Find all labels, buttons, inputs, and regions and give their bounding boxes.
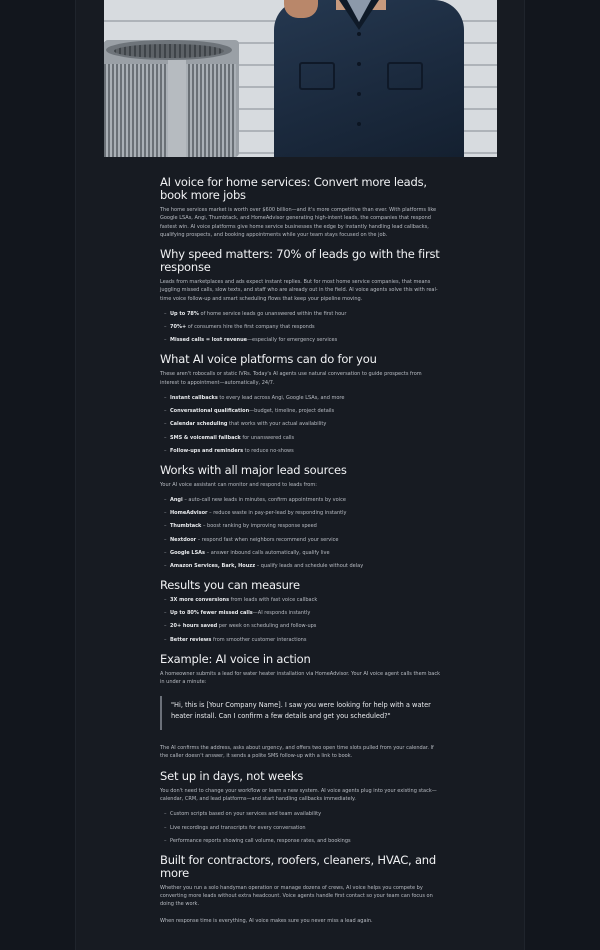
hero-image <box>104 0 497 157</box>
shirt-button <box>357 122 361 126</box>
list-item: – Better reviews from smoother customer interactions <box>164 636 442 644</box>
section-heading-contractors: Built for contractors, roofers, cleaners, HVAC, and more <box>160 852 436 880</box>
section-heading-lead-sources: Works with all major lead sources <box>160 462 347 477</box>
section-heading-results: Results you can measure <box>160 578 300 593</box>
speed-stats-list <box>164 310 442 344</box>
shirt-button <box>357 32 361 36</box>
section-paragraph-lead-sources: Your AI voice assistant can monitor and respond to leads from: <box>160 481 317 488</box>
list-item: – Google LSAs – answer inbound calls automatically, qualify live <box>164 549 442 557</box>
closing-paragraph: When response time is everything, AI voice makes sure you never miss a lead again. <box>160 917 373 924</box>
shirt-pocket-left <box>299 62 335 90</box>
example-quote: "Hi, this is [Your Company Name]. I saw you were looking for help with a water heater install. Can I confirm a few details and get you scheduled?" <box>160 696 442 730</box>
results-list <box>164 596 442 644</box>
list-item: – Calendar scheduling that works with your actual availability <box>164 420 442 428</box>
list-item: – Follow-ups and reminders to reduce no-shows <box>164 447 442 455</box>
section-heading-setup: Set up in days, not weeks <box>160 768 304 783</box>
list-item: – Angi – auto-call new leads in minutes, confirm appointments by voice <box>164 496 442 504</box>
setup-list <box>164 810 442 844</box>
section-heading-speed: Why speed matters: 70% of leads go with the first response <box>160 247 440 275</box>
list-item: – Conversational qualification—budget, timeline, project details <box>164 407 442 415</box>
list-item: – Amazon Services, Bark, Houzz – qualify leads and schedule without delay <box>164 562 442 570</box>
shirt-button <box>357 92 361 96</box>
list-item: – Thumbtack – boost ranking by improving response speed <box>164 522 442 530</box>
list-item: – Live recordings and transcripts for every conversation <box>164 824 442 832</box>
lead-sources-list <box>164 496 442 570</box>
list-item: – Nextdoor – respond fast when neighbors recommend your service <box>164 536 442 544</box>
example-after-paragraph: The AI confirms the address, asks about urgency, and offers two open time slots pulled from your calendar. If the caller doesn't answer, it sends a polite SMS follow-up with a link to book. <box>160 745 434 760</box>
ac-unit-corner <box>168 60 186 157</box>
section-paragraph-example: A homeowner submits a lead for water heater installation via HomeAdvisor. Your AI voice agent calls them back in under a minute: <box>160 670 441 685</box>
list-item: – Custom scripts based on your services and team availability <box>164 810 442 818</box>
section-paragraph-speed: Leads from marketplaces and ads expect instant replies. But for most home service companies, that means juggling missed calls, slow texts, and staff who are already out in the field. AI voice agents solve this with real-time voice follow-up and smart scheduling flows that keep your pipeline moving. <box>160 279 438 302</box>
list-item: – Up to 78% of home service leads go unanswered within the first hour <box>164 310 442 318</box>
capabilities-list <box>164 394 442 455</box>
section-paragraph-capabilities: These aren't robocalls or static IVRs. Today's AI agents use natural conversation to guide prospects from interest to appointment—automatically, 24/7. <box>160 371 422 386</box>
list-item: – 3X more conversions from leads with fast voice callback <box>164 596 442 604</box>
list-item: – Performance reports showing call volume, response rates, and bookings <box>164 837 442 845</box>
section-paragraph-setup: You don't need to change your workflow or learn a new system. AI voice agents plug into your existing stack—calendar, CRM, and lead platforms—and start handling callbacks immediately. <box>160 787 437 803</box>
section-heading-example: Example: AI voice in action <box>160 651 311 666</box>
shirt-pocket-right <box>387 62 423 90</box>
list-item: – HomeAdvisor – reduce waste in pay-per-lead by responding instantly <box>164 509 442 517</box>
section-paragraph-contractors: Whether you run a solo handyman operation or manage dozens of crews, AI voice helps you compete by converting more leads without extra headcount. Voice agents handle first contact so your team can focus on doing the work. <box>160 884 433 908</box>
list-item: – 20+ hours saved per week on scheduling and follow-ups <box>164 622 442 630</box>
ac-unit-fan-grille <box>114 44 224 58</box>
section-heading-capabilities: What AI voice platforms can do for you <box>160 352 377 367</box>
list-item: – 70%+ of consumers hire the first company that responds <box>164 323 442 331</box>
shirt-button <box>357 62 361 66</box>
article-body <box>160 176 442 929</box>
article-intro: The home services market is worth over $600 billion—and it's more competitive than ever. With platforms like Google LSAs, Angi, Thumbtack, and HomeAdvisor generating high-intent leads, the companies that respond fastest win. AI voice platforms give home service businesses the edge by instantly handling lead callbacks, qualifying prospects, and booking appointments while your team stays focused on the job. <box>160 207 437 238</box>
list-item: – Up to 80% fewer missed calls—AI responds instantly <box>164 609 442 617</box>
article-title: AI voice for home services: Convert more leads, book more jobs <box>160 175 427 202</box>
list-item: – Instant callbacks to every lead across Angi, Google LSAs, and more <box>164 394 442 402</box>
list-item: – Missed calls = lost revenue—especially for emergency services <box>164 336 442 344</box>
list-item: – SMS & voicemail fallback for unanswered calls <box>164 434 442 442</box>
